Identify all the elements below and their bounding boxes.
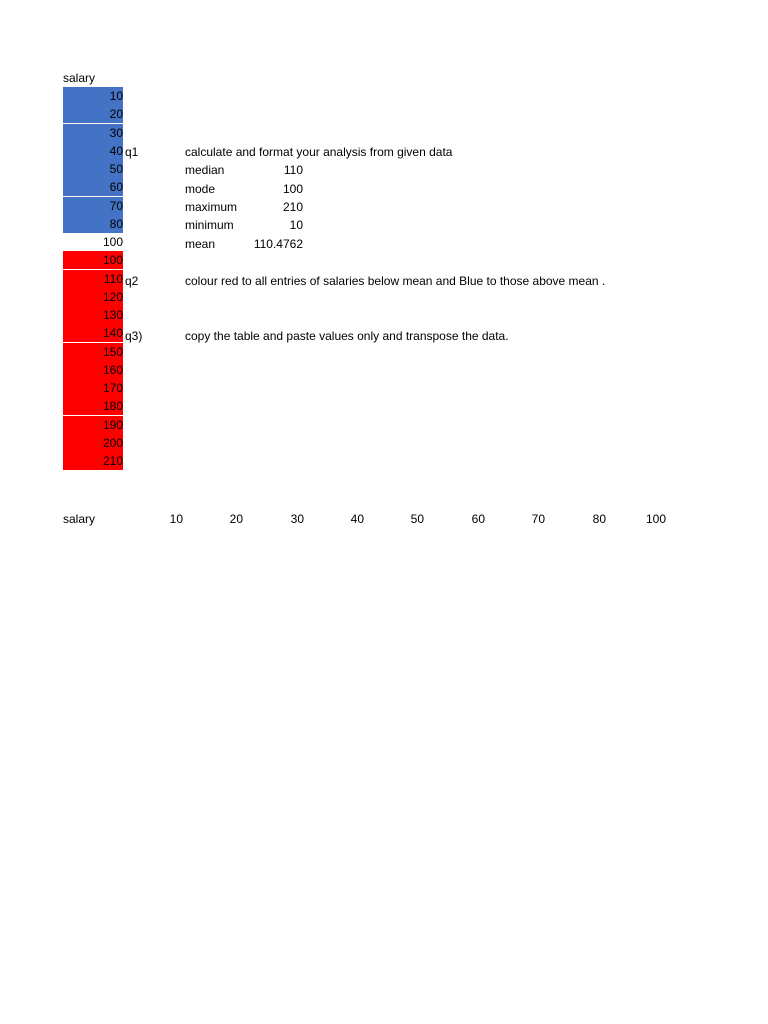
stat-median-value[interactable]: 110 <box>283 163 303 177</box>
salary-cell[interactable]: 80 <box>63 215 123 233</box>
transposed-cell[interactable]: 80 <box>592 512 606 526</box>
salary-cell[interactable]: 120 <box>63 288 123 306</box>
stat-mean-value[interactable]: 110.4762 <box>253 237 303 251</box>
stat-mode-label[interactable]: mode <box>185 182 216 196</box>
salary-cell[interactable]: 150 <box>63 343 123 361</box>
salary-cell[interactable]: 30 <box>63 124 123 142</box>
stat-minimum-label[interactable]: minimum <box>185 218 234 232</box>
salary-cell[interactable]: 160 <box>63 361 123 379</box>
q2-label[interactable]: q2 <box>125 274 139 288</box>
salary-cell[interactable]: 180 <box>63 397 123 415</box>
q2-instruction[interactable]: colour red to all entries of salaries below mean and Blue to those above mean . <box>185 274 606 288</box>
salary-cell[interactable]: 20 <box>63 105 123 123</box>
q3-instruction[interactable]: copy the table and paste values only and transpose the data. <box>185 329 509 343</box>
stat-minimum-value[interactable]: 10 <box>289 218 303 232</box>
salary-cell[interactable]: 170 <box>63 379 123 397</box>
q1-instruction[interactable]: calculate and format your analysis from given data <box>185 145 453 159</box>
q3-label[interactable]: q3) <box>125 329 143 343</box>
q1-label[interactable]: q1 <box>125 145 139 159</box>
salary-cell[interactable]: 100 <box>102 235 123 249</box>
transposed-header[interactable]: salary <box>63 512 96 526</box>
transposed-cell[interactable]: 60 <box>471 512 485 526</box>
salary-cell[interactable]: 200 <box>63 434 123 452</box>
stat-median-label[interactable]: median <box>185 163 225 177</box>
salary-cell[interactable]: 140 <box>63 324 123 342</box>
salary-cell[interactable]: 210 <box>63 452 123 470</box>
salary-cell[interactable]: 190 <box>63 416 123 434</box>
transposed-cell[interactable]: 100 <box>645 512 666 526</box>
salary-cell[interactable]: 100 <box>63 251 123 269</box>
transposed-cell[interactable]: 50 <box>410 512 424 526</box>
transposed-cell[interactable]: 70 <box>531 512 545 526</box>
salary-cell[interactable]: 40 <box>63 142 123 160</box>
stat-maximum-value[interactable]: 210 <box>282 200 303 214</box>
stat-mode-value[interactable]: 100 <box>282 182 303 196</box>
salary-header[interactable]: salary <box>63 71 96 85</box>
salary-cell[interactable]: 110 <box>63 270 123 288</box>
salary-cell[interactable]: 70 <box>63 197 123 215</box>
transposed-cell[interactable]: 20 <box>229 512 243 526</box>
salary-cell[interactable]: 10 <box>63 87 123 105</box>
salary-cell[interactable]: 130 <box>63 306 123 324</box>
transposed-cell[interactable]: 10 <box>169 512 183 526</box>
stat-maximum-label[interactable]: maximum <box>185 200 238 214</box>
transposed-cell[interactable]: 30 <box>290 512 304 526</box>
stat-mean-label[interactable]: mean <box>185 237 216 251</box>
transposed-cell[interactable]: 40 <box>350 512 364 526</box>
salary-cell[interactable]: 50 <box>63 160 123 178</box>
salary-cell[interactable]: 60 <box>63 178 123 196</box>
